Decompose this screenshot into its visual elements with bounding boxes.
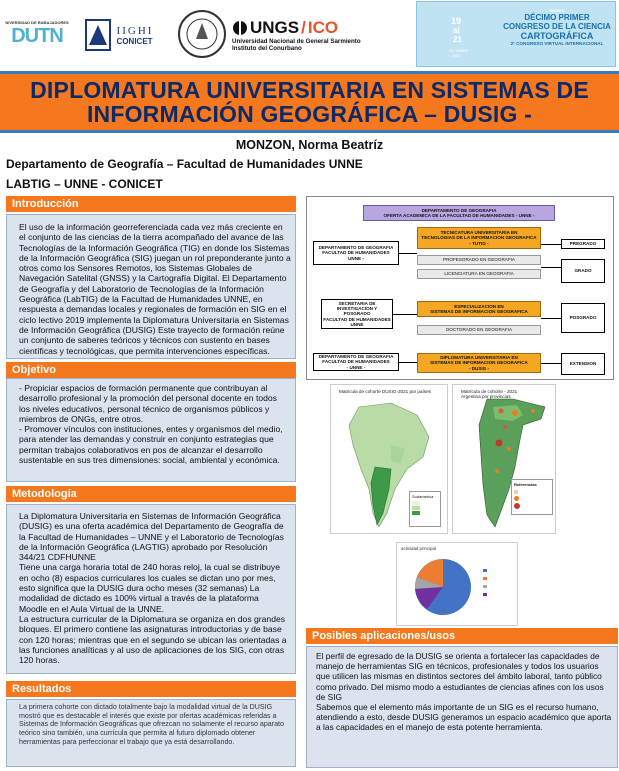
congress-small: XIEGCC <box>549 8 565 13</box>
logo-strip <box>0 0 619 70</box>
iighi-logo <box>70 10 166 60</box>
resultados-heading: Resultados <box>6 681 296 697</box>
diagram-mid-3 <box>417 269 541 279</box>
diagram-right-3 <box>561 303 605 333</box>
aplicaciones-heading: Posibles aplicaciones/usos <box>306 628 618 644</box>
diagram-connector <box>541 267 561 268</box>
diagram-mid-6-label: DIPLOMATURA UNIVERSITARIA EN SISTEMAS DE INFORMACION GEOGRAFICA - DUSIG - <box>430 355 528 371</box>
diagram-left-3 <box>313 353 399 371</box>
ungs-logo: UNGS / ICO Universidad Nacional de General Sarmiento Instituto del Conurbano <box>232 18 361 52</box>
diagram-connector <box>399 253 417 254</box>
metodologia-text: La Diplomatura Universitaria en Sistemas de Información Geográfica (DUSIG) es una oferta académica del Departamento de Geografía de la Facultad de Humanidades – UNNE y el Laboratorio de Tecnologías de la Información Geográfica (LAGTIG) aprobado por Resolución 344/21 CDFHUNNE Tiene una carga horaria total de 240 horas reloj, la cual se distribuye en ocho (8) espacios curriculares los cuales se dictan uno por mes, esto significa que la DUSIG dura ocho meses (32 semanas) La modalidad de dictado es 100% virtual a través de la plataforma Moodle en el Aula Virtual de la UNNE. La estructura curricular de la Diplomatura se organiza en dos grandes bloques. El primero contiene las asignaturas introductorias y de base con 120 horas; mientras que en el segundo se ubican las orientadas a las funciones analíticas y al uso de aplicaciones de los SIG, con otras 120 horas. <box>19 511 287 666</box>
pie-title: actividad principal <box>401 546 436 551</box>
diagram-header-line2: OFERTA ACADEMICA DE LA FACULTAD DE HUMANIDADES - UNNE - <box>383 213 535 218</box>
diagram-mid-6 <box>417 353 541 373</box>
ungs-line2: Instituto del Conurbano <box>232 45 302 52</box>
metodologia-heading: Metodología <box>6 486 296 502</box>
congress-date-end: al 21 <box>453 26 462 44</box>
map1-title: Matricula de cohorte DUSIG-2021 por países <box>339 389 431 394</box>
diagram-connector <box>393 314 417 315</box>
congress-date-start: 19 <box>451 16 462 26</box>
diagram-mid-4 <box>417 301 541 317</box>
congress-title-1: DÉCIMO PRIMER <box>524 13 590 22</box>
resultados-text: La primera cohorte con dictado totalmente bajo la modalidad virtual de la DUSIG mostró que es destacable el interés que existe por ofertas académicas referidas a Sistemas de Información Geográficas que ofrezcan no solamente el recurso aparato teórico sino también, una currícula que permita al futuro diplomado obtener herramientas para perfeccionar el trabajo que ya está desarrollando. <box>19 703 284 746</box>
congress-title-4: 2° CONGRESO VIRTUAL INTERNACIONAL <box>510 41 604 46</box>
department: Departamento de Geografía – Facultad de Humanidades UNNE <box>6 157 363 171</box>
seal-icon <box>177 9 227 59</box>
lab: LABTIG – UNNE - CONICET <box>6 177 163 191</box>
map1-legend <box>409 491 441 527</box>
author: MONZON, Norma Beatríz <box>235 138 384 152</box>
diagram-right-2 <box>561 259 605 283</box>
ungs-mark-icon <box>232 20 248 36</box>
academic-offer-diagram <box>306 196 614 380</box>
diagram-left-1 <box>313 241 399 265</box>
poster-title: DIPLOMATURA UNIVERSITARIA EN SISTEMAS DE INFORMACIÓN GEOGRÁFICA – DUSIG - <box>30 77 589 127</box>
map2-legend-title: Referencias <box>514 482 537 487</box>
diagram-mid-4-label: ESPECIALIZACION EN SISTEMAS DE INFORMACION GEOGRAFICA <box>430 303 528 314</box>
diagram-mid-1 <box>417 227 541 249</box>
diagram-header <box>363 205 555 221</box>
ungs-name: UNGS <box>250 18 300 37</box>
aplicaciones-text: El perfil de egresado de la DUSIG se orienta a fortalecer las capacidades de manejo de herramientas SIG en técnicos, profesionales y todos los usuarios que utilicen las mismas en distintos sectores del ámbito laboral, tanto público como privado. Del mismo modo a estudiantes de ciencias afines con los usos de SIG Sabemos que el elemento más importante de un SIG es el recurso humano, atendiendo a esto, desde DUSIG generamos un espacio académico que aporta a las capacidades en el manejo de esta potente herramienta. <box>316 651 612 733</box>
diagram-connector <box>541 363 561 364</box>
congress-title-2: CONGRESO DE LA CIENCIA <box>503 22 611 31</box>
diagram-mid-3-label: LICENCIATURA EN GEOGRAFIA <box>444 271 514 277</box>
diagram-mid-5-label: DOCTORADO EN GEOGRAFIA <box>445 327 513 333</box>
diagram-mid-1-label: TECNICATURA UNIVERSITARIA EN TECNOLOGIAS DE LA INFORMACION GEOGRAFICA - TUTIG - <box>421 230 537 246</box>
diagram-right-4 <box>561 353 605 375</box>
congress-banner <box>416 1 616 67</box>
iighi-emblem-icon <box>83 15 113 55</box>
diagram-right-1-label: PREGRADO <box>569 241 597 247</box>
diagram-left-3-label: DEPARTAMENTO DE GEOGRAFIA FACULTAD DE HUMANIDADES - UNNE - <box>318 354 394 370</box>
map1-legend-title: Sudamérica <box>412 494 434 499</box>
diagram-mid-2-label: PROFESORADO EN GEOGRAFIA <box>443 257 515 263</box>
maps-area <box>330 384 612 534</box>
diagram-header-line1: DEPARTAMENTO DE GEOGRAFIA <box>421 207 497 213</box>
university-logo <box>4 14 70 54</box>
congress-title-3: CARTOGRÁFICA <box>520 31 594 41</box>
diagram-connector <box>399 362 417 363</box>
unne-seal <box>176 8 228 60</box>
intro-text: El uso de la información georreferenciada cada vez más creciente en el conjunto de las ciencias de la tierra acompañado del avance de las Tecnologías de la Información Geográfica (TIG) en donde los Sistemas de la Información Geográfica (SIG) juegan un rol preponderante junto a otros como los Sensores Remotos, los Sistemas Globales de Navegación Satelital (GNSS) y la Cartografía Digital. El Departamento de Geografía y del Laboratorio de Tecnologías de la Información Geográfica (LabTIG) de la Facultad de Humanidades UNNE, en respuesta a demandas locales y regionales de formación en SIG en el ciclo lectivo 2019 implementa la Diplomatura Universitaria en Sistemas de Información Geográfica (DUSIG) Este trayecto de formación reúne un conjunto de saberes teóricos y técnicos con sustento en bases científicas y tecnológicas, que permita intervenciones específicas. <box>19 222 291 356</box>
title-band <box>0 71 619 133</box>
pie-graphic <box>397 543 519 627</box>
diagram-left-1-label: DEPARTAMENTO DE GEOGRAFIA FACULTAD DE HUMANIDADES UNNE - <box>318 245 394 261</box>
intro-heading: Introducción <box>6 196 296 212</box>
argentina-map <box>452 384 556 534</box>
diagram-connector <box>541 244 561 245</box>
ungs-line1: Universidad Nacional de General Sarmiento <box>232 38 361 45</box>
diagram-left-2-label: SECRETARIA DE INVESTIGACION Y POSGRADO FACULTAD DE HUMANIDADES UNNE <box>323 301 391 327</box>
university-logo-caption: NIVERSIDAD DE RABAJADORES <box>5 20 69 25</box>
objetivo-heading: Objetivo <box>6 362 296 378</box>
map2-title: Matrícula de cohorte - 2021 Argentina por provincias <box>461 389 518 399</box>
university-logo-mark: DUTN <box>11 25 63 47</box>
diagram-left-2 <box>321 299 393 329</box>
diagram-connector <box>541 318 561 319</box>
conicet-label: CONICET <box>116 36 153 46</box>
diagram-right-2-label: GRADO <box>574 268 592 274</box>
diagram-mid-2 <box>417 255 541 265</box>
iighi-title: IIGHI <box>116 24 154 37</box>
south-america-map <box>330 384 448 534</box>
diagram-right-3-label: POSGRADO <box>569 315 597 321</box>
diagram-mid-5 <box>417 325 541 335</box>
diagram-right-4-label: EXTENSION <box>569 361 597 367</box>
activity-pie-chart <box>396 542 518 626</box>
diagram-right-1 <box>561 239 605 249</box>
ico-name: ICO <box>307 18 339 37</box>
objetivo-text: - Propiciar espacios de formación permanente que contribuyan al desarrollo profesional y la promoción del personal docente en todos los niveles educativos, personal técnico de organismos públicos y miembros de ONGs, entre otros. - Promover vínculos con instituciones, entes y organismos del medio, para atender las demandas y construir en conjunto estrategias que permitan trabajos colaborativos en pos de alcanzar el desarrollo sustentable en sus tres dimensiones: social, ambiental y económica. <box>19 383 283 466</box>
map2-legend <box>511 479 553 515</box>
congress-month: OCTUBRE - 2022 <box>449 48 469 58</box>
